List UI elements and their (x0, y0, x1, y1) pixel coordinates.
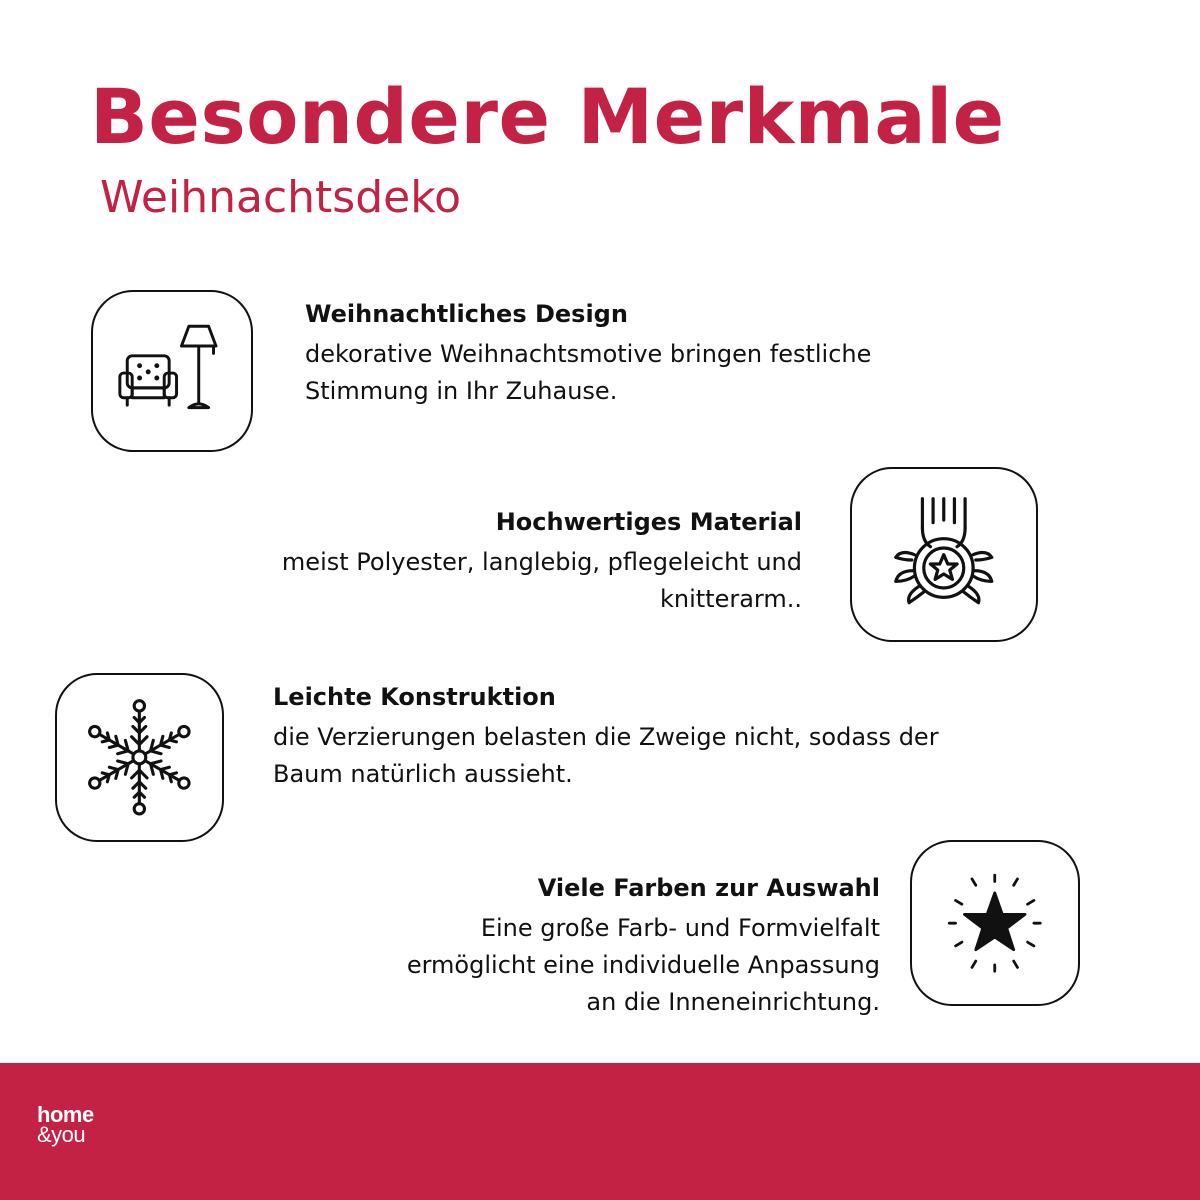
feature-material (282, 504, 802, 618)
feature-colors-line-3: an die Inneneinrichtung. (586, 988, 880, 1016)
feature-material-line-1: meist Polyester, langlebig, pflegeleicht und (281, 548, 802, 576)
footer-bar (0, 1063, 1200, 1200)
feature-construction-line-1: die Verzierungen belasten die Zweige nicht, sodass der (273, 723, 939, 751)
feature-colors-line-1: Eine große Farb- und Formvielfalt (480, 914, 880, 942)
medal-star-icon (872, 488, 1016, 621)
medal-star-icon-box (850, 467, 1038, 642)
sparkling-star-icon-box (910, 840, 1080, 1006)
armchair-lamp-icon (110, 309, 233, 432)
brand-logo (37, 1102, 94, 1147)
feature-construction (273, 679, 939, 793)
feature-material-title: Hochwertiges Material (495, 508, 802, 536)
feature-design-title: Weihnachtliches Design (305, 300, 628, 328)
feature-construction-text (273, 719, 939, 793)
feature-construction-line-2: Baum natürlich aussieht. (273, 760, 573, 788)
feature-material-line-2: knitterarm.. (659, 585, 802, 613)
feature-design-line-2: Stimmung in Ihr Zuhause. (305, 377, 618, 405)
feature-construction-title: Leichte Konstruktion (273, 683, 556, 711)
feature-design (305, 296, 871, 410)
feature-colors-text (407, 910, 880, 1021)
feature-design-text (305, 336, 871, 410)
feature-colors-title: Viele Farben zur Auswahl (537, 874, 880, 902)
feature-design-line-1: dekorative Weihnachtsmotive bringen festliche (305, 340, 872, 368)
brand-logo-line-2: &you (37, 1122, 86, 1147)
page-subtitle: Weihnachtsdeko (100, 172, 462, 223)
snowflake-icon (75, 693, 204, 822)
snowflake-icon-box (55, 673, 224, 842)
page-title: Besondere Merkmale (90, 72, 1005, 161)
feature-colors (407, 870, 880, 1021)
brand-logo-line-1: home (37, 1102, 94, 1127)
feature-material-text (282, 544, 802, 618)
armchair-lamp-icon-box (91, 290, 253, 452)
feature-colors-line-2: ermöglicht eine individuelle Anpassung (406, 951, 880, 979)
sparkling-star-icon (930, 860, 1059, 986)
